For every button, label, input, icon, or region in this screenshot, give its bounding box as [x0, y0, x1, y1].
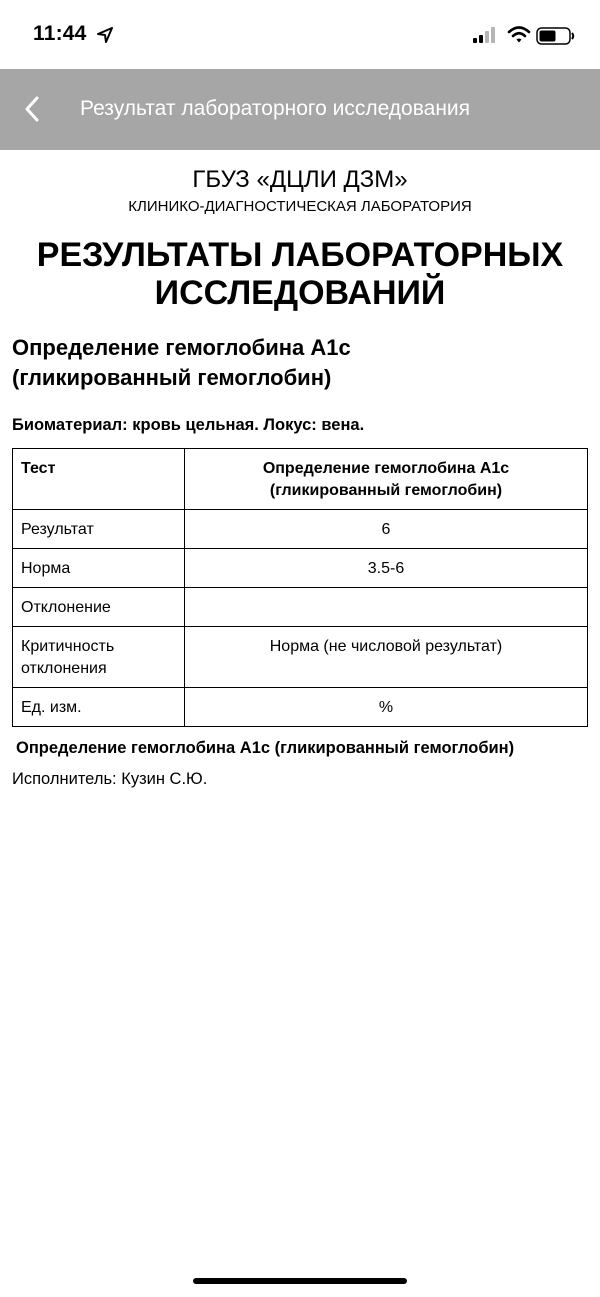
test-title-line-2: (гликированный гемоглобин)	[12, 365, 332, 390]
back-button[interactable]	[14, 91, 50, 127]
row-label: Ед. изм.	[13, 688, 185, 727]
row-value	[185, 588, 588, 627]
row-label-line-2: отклонения	[21, 660, 107, 677]
cellular-signal-icon	[473, 27, 499, 43]
row-value: 3.5-6	[185, 549, 588, 588]
executor-info: Исполнитель: Кузин С.Ю.	[12, 770, 208, 788]
test-title	[12, 333, 572, 393]
location-arrow-icon	[97, 27, 113, 43]
table-row-unit	[13, 688, 588, 727]
table-row-deviation	[13, 588, 588, 627]
status-time: 11:44	[33, 22, 87, 45]
battery-icon	[536, 27, 576, 45]
row-label: Результат	[13, 510, 185, 549]
row-label-line-1: Критичность	[21, 638, 115, 655]
row-value: Норма (не числовой результат)	[185, 627, 588, 688]
header-test-name-line-1: Определение гемоглобина А1с	[262, 460, 510, 477]
navigation-bar	[0, 69, 600, 150]
status-bar	[0, 0, 600, 69]
row-value: 6	[185, 510, 588, 549]
header-cell-test-name	[185, 449, 588, 510]
header-test-name-line-2: (гликированный гемоглобин)	[269, 482, 503, 499]
table-header-row	[13, 449, 588, 510]
report-title	[0, 236, 600, 312]
row-label: Отклонение	[13, 588, 185, 627]
biomaterial-info: Биоматериал: кровь цельная. Локус: вена.	[12, 416, 365, 434]
organization-name: ГБУЗ «ДЦЛИ ДЗМ»	[192, 166, 408, 193]
report-title-line-2: ИССЛЕДОВАНИЙ	[154, 274, 446, 312]
test-title-line-1: Определение гемоглобина А1с	[12, 335, 351, 360]
wifi-icon	[507, 26, 531, 44]
table-row-result	[13, 510, 588, 549]
results-table	[12, 448, 588, 727]
chevron-left-icon	[24, 96, 40, 122]
row-label	[13, 627, 185, 688]
table-row-norm	[13, 549, 588, 588]
table-row-criticality	[13, 627, 588, 688]
row-value: %	[185, 688, 588, 727]
report-title-line-1: РЕЗУЛЬТАТЫ ЛАБОРАТОРНЫХ	[36, 236, 564, 274]
footer-test-name: Определение гемоглобина А1с (гликированный гемоглобин)	[16, 739, 515, 757]
header-cell-test: Тест	[13, 449, 185, 510]
row-label: Норма	[13, 549, 185, 588]
home-indicator[interactable]	[193, 1278, 407, 1284]
laboratory-name: КЛИНИКО-ДИАГНОСТИЧЕСКАЯ ЛАБОРАТОРИЯ	[128, 198, 472, 215]
nav-title: Результат лабораторного исследования	[80, 97, 471, 120]
